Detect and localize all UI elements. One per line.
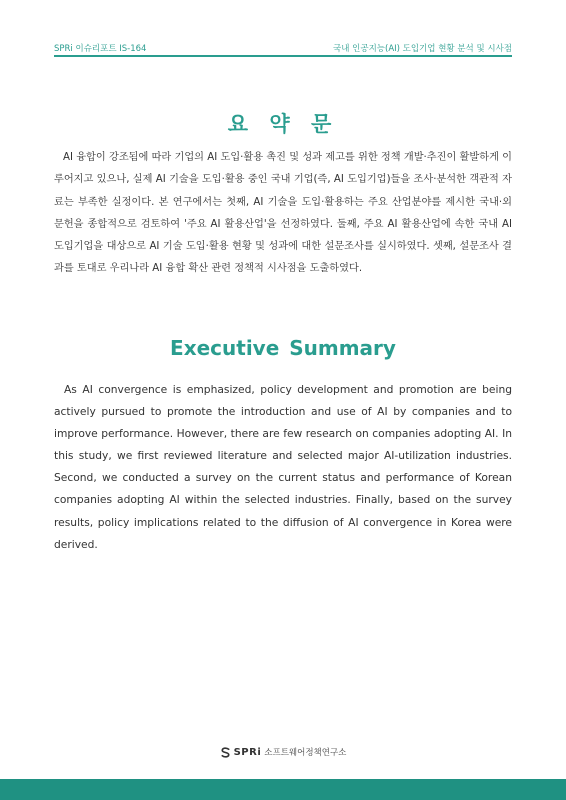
spri-logo-icon <box>220 747 231 758</box>
footer-bar <box>0 779 566 800</box>
footer-brand: SPRi <box>233 746 262 758</box>
executive-summary-body: As AI convergence is emphasized, policy development and promotion are being actively pursued to promote the introduction and use of AI by companies and to improve performance. However, there are few research on companies adopting AI. In this study, we first reviewed literature and selected major AI-utilization industries. Second, we conducted a survey on the current status and performance of Korean companies adopting AI within the selected industries. Finally, based on the survey results, policy implications related to the diffusion of AI convergence in Korea were derived. <box>54 383 512 551</box>
footer-org-name: 소프트웨어정책연구소 <box>264 748 347 758</box>
report-title: 국내 인공지능(AI) 도입기업 현황 분석 및 시사점 <box>333 44 512 54</box>
running-header <box>54 38 512 54</box>
header-divider <box>54 55 512 57</box>
footer-logo <box>0 746 566 758</box>
summary-ko-title: 요 약 문 <box>227 112 339 136</box>
summary-ko-body: AI 융합이 강조됨에 따라 기업의 AI 도입·활용 촉진 및 성과 제고를 위한 정책 개발·추진이 활발하게 이루어지고 있으나, 실제 AI 기술을 도입·활용 중인 국내 기업(즉, AI 도입기업)들을 조사·분석한 객관적 자료는 부족한 실정이다. 본 연구에서는 첫째, AI 기술을 도입·활용하는 주요 산업분야를 제시한 국내·외 문헌을 종합적으로 검토하여 '주요 AI 활용산업'을 선정하였다. 둘째, 주요 AI 활용산업에 속한 국내 AI 도입기업을 대상으로 AI 기술 도입·활용 현황 및 성과에 대한 설문조사를 실시하였다. 셋째, 설문조사 결과를 토대로 우리나라 AI 융합 확산 관련 정책적 시사점을 도출하였다. <box>54 152 513 275</box>
executive-summary-title: Executive Summary <box>170 336 396 360</box>
report-number: SPRi 이슈리포트 IS-164 <box>54 44 147 54</box>
